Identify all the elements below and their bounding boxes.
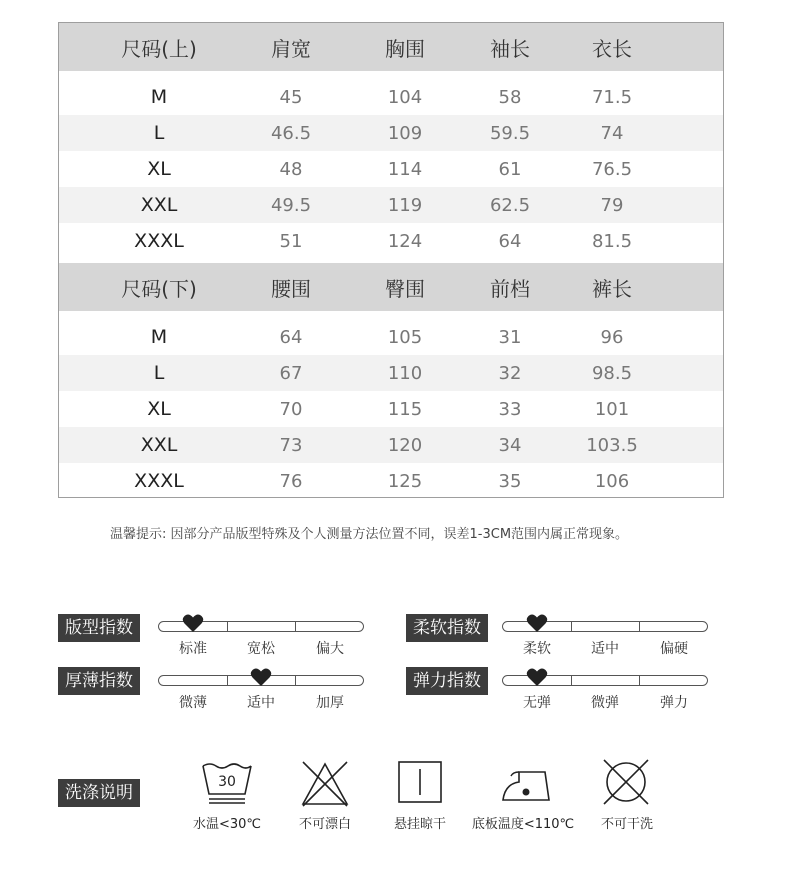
measure-cell: 31	[498, 326, 522, 348]
size-cell: XXXL	[134, 230, 184, 252]
heart-icon	[526, 667, 548, 687]
measure-cell: 96	[600, 326, 624, 348]
care-label-iron: 底板温度<110℃	[471, 817, 575, 832]
size-cell: XL	[147, 158, 171, 180]
size-cell: XXXL	[134, 470, 184, 492]
measure-cell: 67	[279, 362, 303, 384]
scale-option-label: 适中	[591, 641, 619, 657]
scale-divider	[227, 675, 228, 686]
measure-cell: 120	[387, 434, 423, 456]
measure-cell: 73	[279, 434, 303, 456]
size-cell: L	[153, 362, 165, 384]
size-table	[58, 22, 724, 498]
no-bleach-icon	[299, 758, 351, 810]
scale-divider	[227, 621, 228, 632]
measure-cell: 103.5	[586, 434, 638, 456]
care-label-no-dry-clean: 不可干洗	[600, 817, 654, 832]
header-cell: 肩宽	[271, 36, 311, 61]
measure-cell: 51	[279, 230, 303, 252]
measure-cell: 59.5	[489, 122, 531, 144]
table-row	[59, 151, 723, 187]
table-row	[59, 319, 723, 355]
measure-cell: 49.5	[270, 194, 312, 216]
table-row	[59, 115, 723, 151]
scale-divider	[639, 621, 640, 632]
size-cell: XXL	[140, 434, 178, 456]
size-cell: XL	[147, 398, 171, 420]
scale-option-label: 无弹	[523, 695, 551, 711]
measure-cell: 64	[498, 230, 522, 252]
measure-cell: 32	[498, 362, 522, 384]
table-row	[59, 427, 723, 463]
scale-option-label: 加厚	[316, 695, 344, 711]
wash-temp-number: 30	[218, 774, 236, 790]
measure-cell: 98.5	[591, 362, 633, 384]
measure-cell: 61	[498, 158, 522, 180]
scale-divider	[571, 621, 572, 632]
scale-option-label: 微弹	[591, 695, 619, 711]
measure-cell: 74	[600, 122, 624, 144]
scale-divider	[295, 621, 296, 632]
measure-cell: 35	[498, 470, 522, 492]
measure-cell: 125	[387, 470, 423, 492]
size-cell: M	[150, 86, 168, 108]
measurement-note: 温馨提示: 因部分产品版型特殊及个人测量方法位置不同，误差1-3CM范围内属正常现象。	[110, 527, 629, 542]
scale-option-label: 柔软	[523, 641, 551, 657]
measure-cell: 64	[279, 326, 303, 348]
scale-option-label: 微薄	[179, 695, 207, 711]
table-row	[59, 187, 723, 223]
measure-cell: 115	[387, 398, 423, 420]
scale-divider	[639, 675, 640, 686]
bottom-table-header	[59, 263, 723, 311]
scale-option-label: 弹力	[660, 695, 688, 711]
top-table-header	[59, 23, 723, 71]
header-cell: 尺码(下)	[121, 276, 197, 301]
measure-cell: 76	[279, 470, 303, 492]
table-row	[59, 355, 723, 391]
table-row	[59, 391, 723, 427]
measure-cell: 79	[600, 194, 624, 216]
measure-cell: 48	[279, 158, 303, 180]
fit-index-label: 版型指数	[58, 614, 140, 642]
heart-icon	[250, 667, 272, 687]
header-cell: 胸围	[385, 36, 425, 61]
header-cell: 前档	[490, 276, 530, 301]
measure-cell: 33	[498, 398, 522, 420]
measure-cell: 104	[387, 86, 423, 108]
measure-cell: 106	[594, 470, 630, 492]
scale-divider	[295, 675, 296, 686]
header-cell: 臀围	[385, 276, 425, 301]
scale-option-label: 偏大	[316, 641, 344, 657]
softness-index-label: 柔软指数	[406, 614, 488, 642]
header-cell: 衣长	[592, 36, 632, 61]
measure-cell: 124	[387, 230, 423, 252]
header-cell: 腰围	[271, 276, 311, 301]
measure-cell: 34	[498, 434, 522, 456]
care-label-no-bleach: 不可漂白	[298, 817, 352, 832]
wash-30-icon	[201, 760, 253, 806]
iron-icon	[499, 762, 557, 804]
measure-cell: 45	[279, 86, 303, 108]
measure-cell: 114	[387, 158, 423, 180]
elasticity-index-label: 弹力指数	[406, 667, 488, 695]
measure-cell: 101	[594, 398, 630, 420]
washing-instructions-label: 洗涤说明	[58, 779, 140, 807]
scale-divider	[571, 675, 572, 686]
measure-cell: 105	[387, 326, 423, 348]
measure-cell: 76.5	[591, 158, 633, 180]
measure-cell: 58	[498, 86, 522, 108]
measure-cell: 62.5	[489, 194, 531, 216]
care-label-wash: 水温<30℃	[192, 817, 262, 832]
header-cell: 尺码(上)	[121, 36, 197, 61]
measure-cell: 109	[387, 122, 423, 144]
table-row	[59, 79, 723, 115]
size-cell: L	[153, 122, 165, 144]
measure-cell: 119	[387, 194, 423, 216]
heart-icon	[526, 613, 548, 633]
measure-cell: 46.5	[270, 122, 312, 144]
header-cell: 袖长	[490, 36, 530, 61]
hang-dry-icon	[397, 760, 443, 804]
heart-icon	[182, 613, 204, 633]
measure-cell: 110	[387, 362, 423, 384]
table-row	[59, 463, 723, 498]
measure-cell: 71.5	[591, 86, 633, 108]
header-cell: 裤长	[592, 276, 632, 301]
care-label-hang-dry: 悬挂晾干	[393, 817, 447, 832]
measure-cell: 81.5	[591, 230, 633, 252]
size-cell: XXL	[140, 194, 178, 216]
scale-option-label: 偏硬	[660, 641, 688, 657]
size-cell: M	[150, 326, 168, 348]
measure-cell: 70	[279, 398, 303, 420]
scale-option-label: 适中	[247, 695, 275, 711]
thickness-index-label: 厚薄指数	[58, 667, 140, 695]
no-dry-clean-icon	[600, 756, 652, 808]
scale-option-label: 标准	[179, 641, 207, 657]
scale-option-label: 宽松	[247, 641, 275, 657]
table-row	[59, 223, 723, 259]
